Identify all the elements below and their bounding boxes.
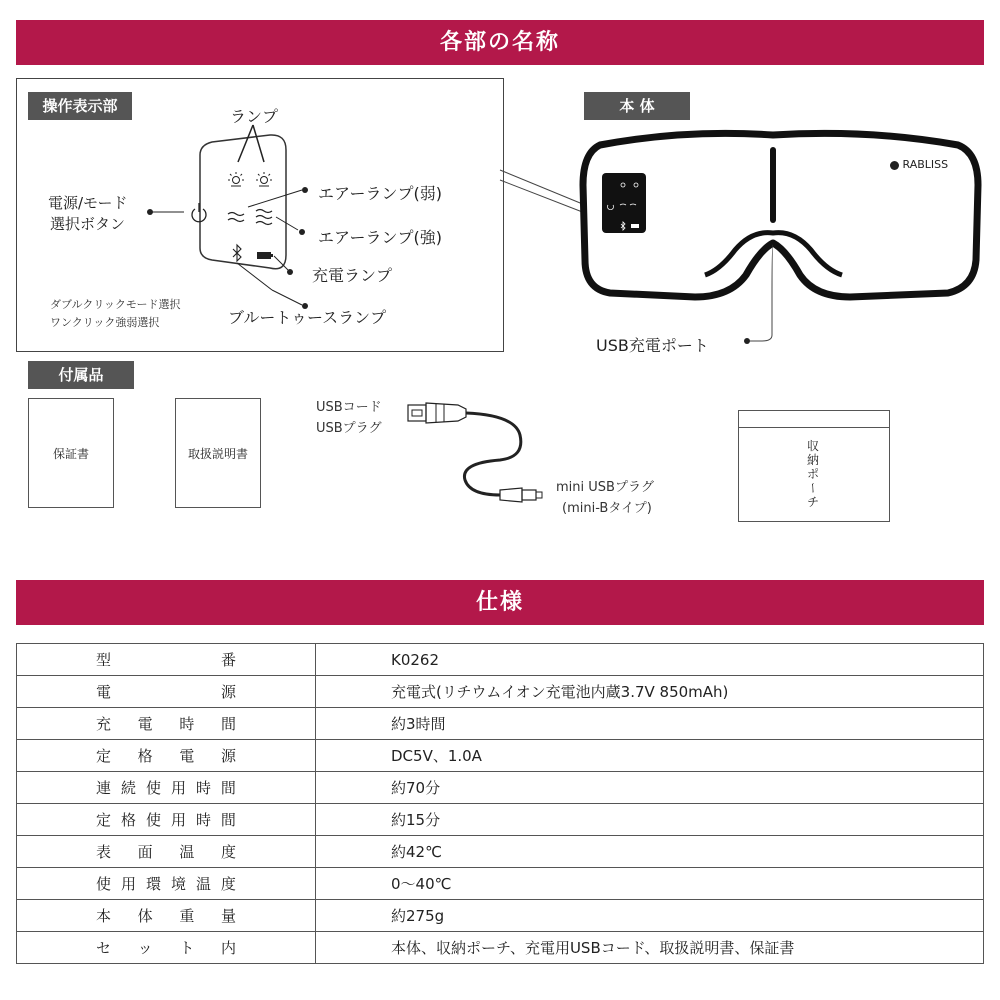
- spec-key: [17, 708, 316, 740]
- spec-value: 約70分: [316, 772, 984, 804]
- spec-key-char: 間: [220, 779, 236, 797]
- body-tag: 本 体: [584, 92, 690, 120]
- spec-row: [17, 900, 984, 932]
- pouch-box: [738, 410, 890, 522]
- spec-key-char: 環: [145, 875, 161, 893]
- spec-key: [17, 772, 316, 804]
- spec-key: [17, 804, 316, 836]
- spec-key-char: 充: [96, 715, 112, 733]
- spec-value: 約275g: [316, 900, 984, 932]
- spec-key: [17, 676, 316, 708]
- spec-row: [17, 772, 984, 804]
- usb-cable-icon: [400, 395, 560, 515]
- spec-key-char: 使: [96, 875, 112, 893]
- manual-card: [175, 398, 261, 508]
- spec-value: K0262: [316, 644, 984, 676]
- spec-key-char: 温: [179, 843, 195, 861]
- spec-value: DC5V、1.0A: [316, 740, 984, 772]
- spec-row: [17, 644, 984, 676]
- pouch-char-5: チ: [806, 495, 819, 509]
- spec-key: [17, 868, 316, 900]
- spec-key-char: 電: [96, 683, 112, 701]
- spec-key-char: 度: [220, 843, 236, 861]
- spec-value: 充電式(リチウムイオン充電池内蔵3.7V 850mAh): [316, 676, 984, 708]
- spec-row: [17, 836, 984, 868]
- spec-key-char: 源: [220, 747, 236, 765]
- spec-key-text: [96, 713, 236, 734]
- spec-key-char: 間: [220, 811, 236, 829]
- spec-key-char: 本: [96, 907, 112, 925]
- brand-logo-icon: [890, 161, 899, 170]
- spec-key-char: 源: [220, 683, 236, 701]
- spec-row: [17, 708, 984, 740]
- spec-key-text: [96, 841, 236, 862]
- usb-cord-label: USBコード: [316, 400, 382, 415]
- control-panel-diagram: [140, 100, 500, 340]
- spec-key-char: ト: [179, 939, 195, 957]
- spec-key-char: 時: [195, 779, 211, 797]
- section-title-spec: 仕様: [16, 580, 984, 625]
- spec-key-char: 続: [120, 779, 136, 797]
- spec-key-char: 定: [96, 811, 112, 829]
- spec-key-char: 内: [220, 939, 236, 957]
- spec-row: [17, 932, 984, 964]
- pouch-char-3: ポ: [806, 467, 819, 481]
- spec-key: [17, 900, 316, 932]
- spec-key-char: セ: [96, 939, 112, 957]
- battery-icon: [257, 252, 273, 259]
- panel-tag: 操作表示部: [28, 92, 132, 120]
- spec-value: 約3時間: [316, 708, 984, 740]
- spec-key-char: 型: [96, 651, 112, 669]
- spec-key-text: [96, 649, 236, 670]
- panel-note-1: ダブルクリックモード選択: [50, 298, 181, 311]
- spec-key-text: [96, 937, 236, 958]
- spec-key-char: 時: [195, 811, 211, 829]
- spec-key-char: 番: [220, 651, 236, 669]
- spec-key-text: [96, 809, 236, 830]
- spec-key-char: 境: [170, 875, 186, 893]
- spec-key-text: [96, 745, 236, 766]
- spec-row: [17, 804, 984, 836]
- charge-lamp-label: 充電ランプ: [312, 266, 393, 285]
- section-title-parts: 各部の名称: [16, 20, 984, 65]
- bluetooth-lamp-label: ブルートゥースランプ: [228, 308, 387, 327]
- spec-key: [17, 644, 316, 676]
- spec-key-text: [96, 681, 236, 702]
- pouch-char-2: 納: [806, 453, 819, 467]
- lamp-strong-icon: [256, 172, 272, 186]
- spec-key: [17, 740, 316, 772]
- spec-key-char: 量: [220, 907, 236, 925]
- spec-row: [17, 676, 984, 708]
- brand-logo: [890, 158, 948, 171]
- spec-key-char: 使: [145, 811, 161, 829]
- air-strong-icon: [256, 210, 272, 225]
- power-icon: [192, 203, 206, 222]
- air-weak-label: エアーランプ(弱): [318, 184, 443, 203]
- spec-key-char: 体: [137, 907, 153, 925]
- spec-value: 本体、収納ポーチ、充電用USBコード、取扱説明書、保証書: [316, 932, 984, 964]
- lamp-weak-icon: [228, 172, 244, 186]
- panel-note-2: ワンクリック強弱選択: [50, 316, 160, 329]
- warranty-card: [28, 398, 114, 508]
- spec-key-char: 重: [179, 907, 195, 925]
- spec-key-text: [96, 905, 236, 926]
- warranty-label: 保証書: [52, 446, 89, 461]
- spec-value: 0～40℃: [316, 868, 984, 900]
- power-button-label-2: 選択ボタン: [50, 215, 126, 233]
- spec-value: 約42℃: [316, 836, 984, 868]
- brand-name: RABLISS: [902, 158, 949, 171]
- spec-table: [16, 643, 984, 964]
- spec-key-char: 用: [120, 875, 136, 893]
- usb-port-label: USB充電ポート: [596, 336, 709, 355]
- spec-key-char: 定: [96, 747, 112, 765]
- power-button-label-1: 電源/モード: [48, 194, 128, 212]
- air-weak-icon: [228, 213, 244, 222]
- spec-key-char: 電: [137, 715, 153, 733]
- lamp-label: ランプ: [230, 107, 279, 126]
- spec-key-char: 面: [137, 843, 153, 861]
- spec-value: 約15分: [316, 804, 984, 836]
- spec-key-text: [96, 873, 236, 894]
- spec-key-char: 間: [220, 715, 236, 733]
- spec-key: [17, 836, 316, 868]
- spec-key-char: ッ: [137, 939, 153, 957]
- spec-key-char: 時: [179, 715, 195, 733]
- pouch-char-1: 収: [806, 439, 819, 453]
- spec-row: [17, 740, 984, 772]
- spec-key-char: 用: [170, 811, 186, 829]
- usb-plug-label: USBプラグ: [316, 421, 382, 436]
- spec-row: [17, 868, 984, 900]
- spec-key-char: 度: [220, 875, 236, 893]
- spec-key-char: 使: [145, 779, 161, 797]
- spec-key-text: [96, 777, 236, 798]
- accessories-tag: 付属品: [28, 361, 134, 389]
- spec-key-char: 用: [170, 779, 186, 797]
- spec-key-char: 温: [195, 875, 211, 893]
- manual-label: 取扱説明書: [187, 446, 248, 461]
- spec-key-char: 格: [137, 747, 153, 765]
- bluetooth-icon: [233, 245, 241, 261]
- spec-key-char: 電: [179, 747, 195, 765]
- mini-b-type-label: (mini-Bタイプ): [562, 501, 652, 516]
- pouch-char-4: ー: [806, 481, 820, 494]
- spec-key-char: 表: [96, 843, 112, 861]
- spec-key-char: 連: [96, 779, 112, 797]
- mini-usb-label: mini USBプラグ: [556, 480, 654, 495]
- air-strong-label: エアーランプ(強): [318, 228, 443, 247]
- spec-key: [17, 932, 316, 964]
- spec-key-char: 格: [120, 811, 136, 829]
